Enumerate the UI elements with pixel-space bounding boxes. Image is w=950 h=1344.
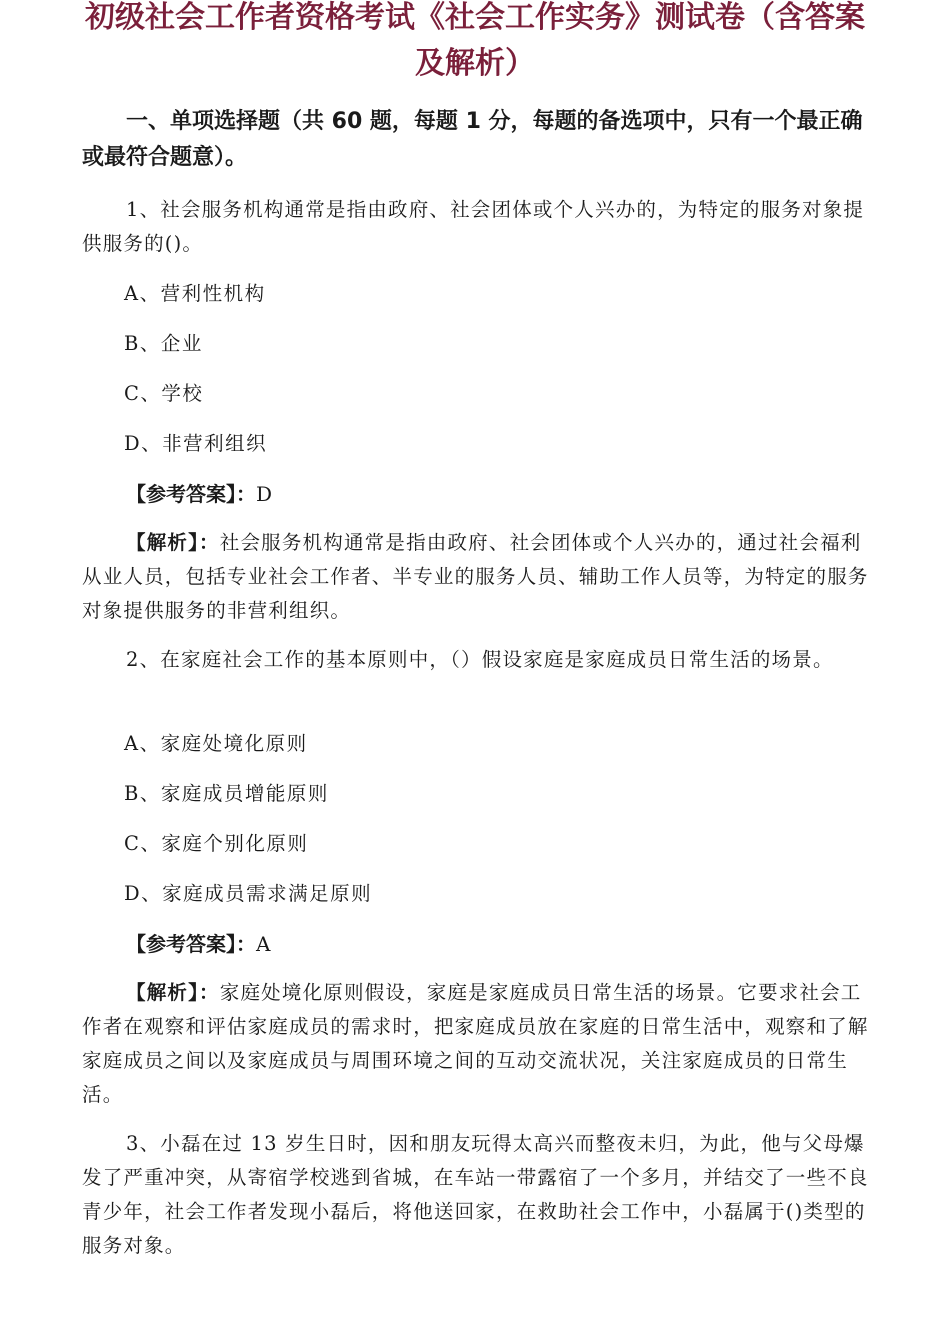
document-title-line1: 初级社会工作者资格考试《社会工作实务》测试卷（含答案	[85, 0, 865, 35]
explanation-text: 社会服务机构通常是指由政府、社会团体或个人兴办的，通过社会福利从业人员，包括专业社会工作者、半专业的服务人员、辅助工作人员等，为特定的服务对象提供服务的非营利组织。	[82, 531, 869, 622]
question-2-option-b: B、家庭成员增能原则	[124, 782, 329, 805]
question-2-option-c: C、家庭个别化原则	[124, 832, 309, 855]
section-heading	[82, 104, 872, 176]
question-1-answer	[126, 477, 272, 511]
question-2-explanation	[82, 976, 872, 1112]
question-2-answer	[126, 927, 270, 961]
explanation-label: 【解析】：	[126, 531, 220, 554]
explanation-label: 【解析】：	[126, 981, 220, 1004]
question-2-stem-text: 2、在家庭社会工作的基本原则中，（）假设家庭是家庭成员日常生活的场景。	[126, 648, 834, 671]
explanation-text: 家庭处境化原则假设，家庭是家庭成员日常生活的场景。它要求社会工作者在观察和评估家庭成员的需求时，把家庭成员放在家庭的日常生活中，观察和了解家庭成员之间以及家庭成员与周围环境之间的互动交流状况，关注家庭成员的日常生活。	[82, 981, 869, 1106]
answer-value: A	[256, 932, 271, 956]
question-1-stem	[82, 193, 872, 261]
answer-label: 【参考答案】：	[126, 482, 256, 506]
question-2-option-d: D、家庭成员需求满足原则	[124, 882, 373, 905]
question-3-stem	[82, 1127, 872, 1263]
answer-label: 【参考答案】：	[126, 932, 256, 956]
question-1-explanation	[82, 526, 872, 628]
question-1-option-d: D、非营利组织	[124, 432, 268, 455]
section-heading-text: 一、单项选择题（共 60 题，每题 1 分，每题的备选项中，只有一个最正确或最符合题意）。	[82, 109, 863, 170]
question-1-option-b: B、企业	[124, 332, 203, 355]
question-2-stem	[82, 643, 872, 677]
question-2-option-a: A、家庭处境化原则	[124, 732, 308, 755]
answer-value: D	[256, 482, 273, 506]
question-1-option-a: A、营利性机构	[124, 282, 266, 305]
question-3-stem-text: 3、小磊在过 13 岁生日时，因和朋友玩得太高兴而整夜未归，为此，他与父母爆发了严重冲突，从寄宿学校逃到省城，在车站一带露宿了一个多月，并结交了一些不良青少年，社会工作者发现小磊后，将他送回家，在救助社会工作中，小磊属于()类型的服务对象。	[82, 1132, 869, 1257]
question-1-stem-text: 1、社会服务机构通常是指由政府、社会团体或个人兴办的，为特定的服务对象提供服务的()。	[82, 198, 865, 255]
document-title-line2: 及解析）	[415, 46, 535, 81]
question-1-option-c: C、学校	[124, 382, 204, 405]
